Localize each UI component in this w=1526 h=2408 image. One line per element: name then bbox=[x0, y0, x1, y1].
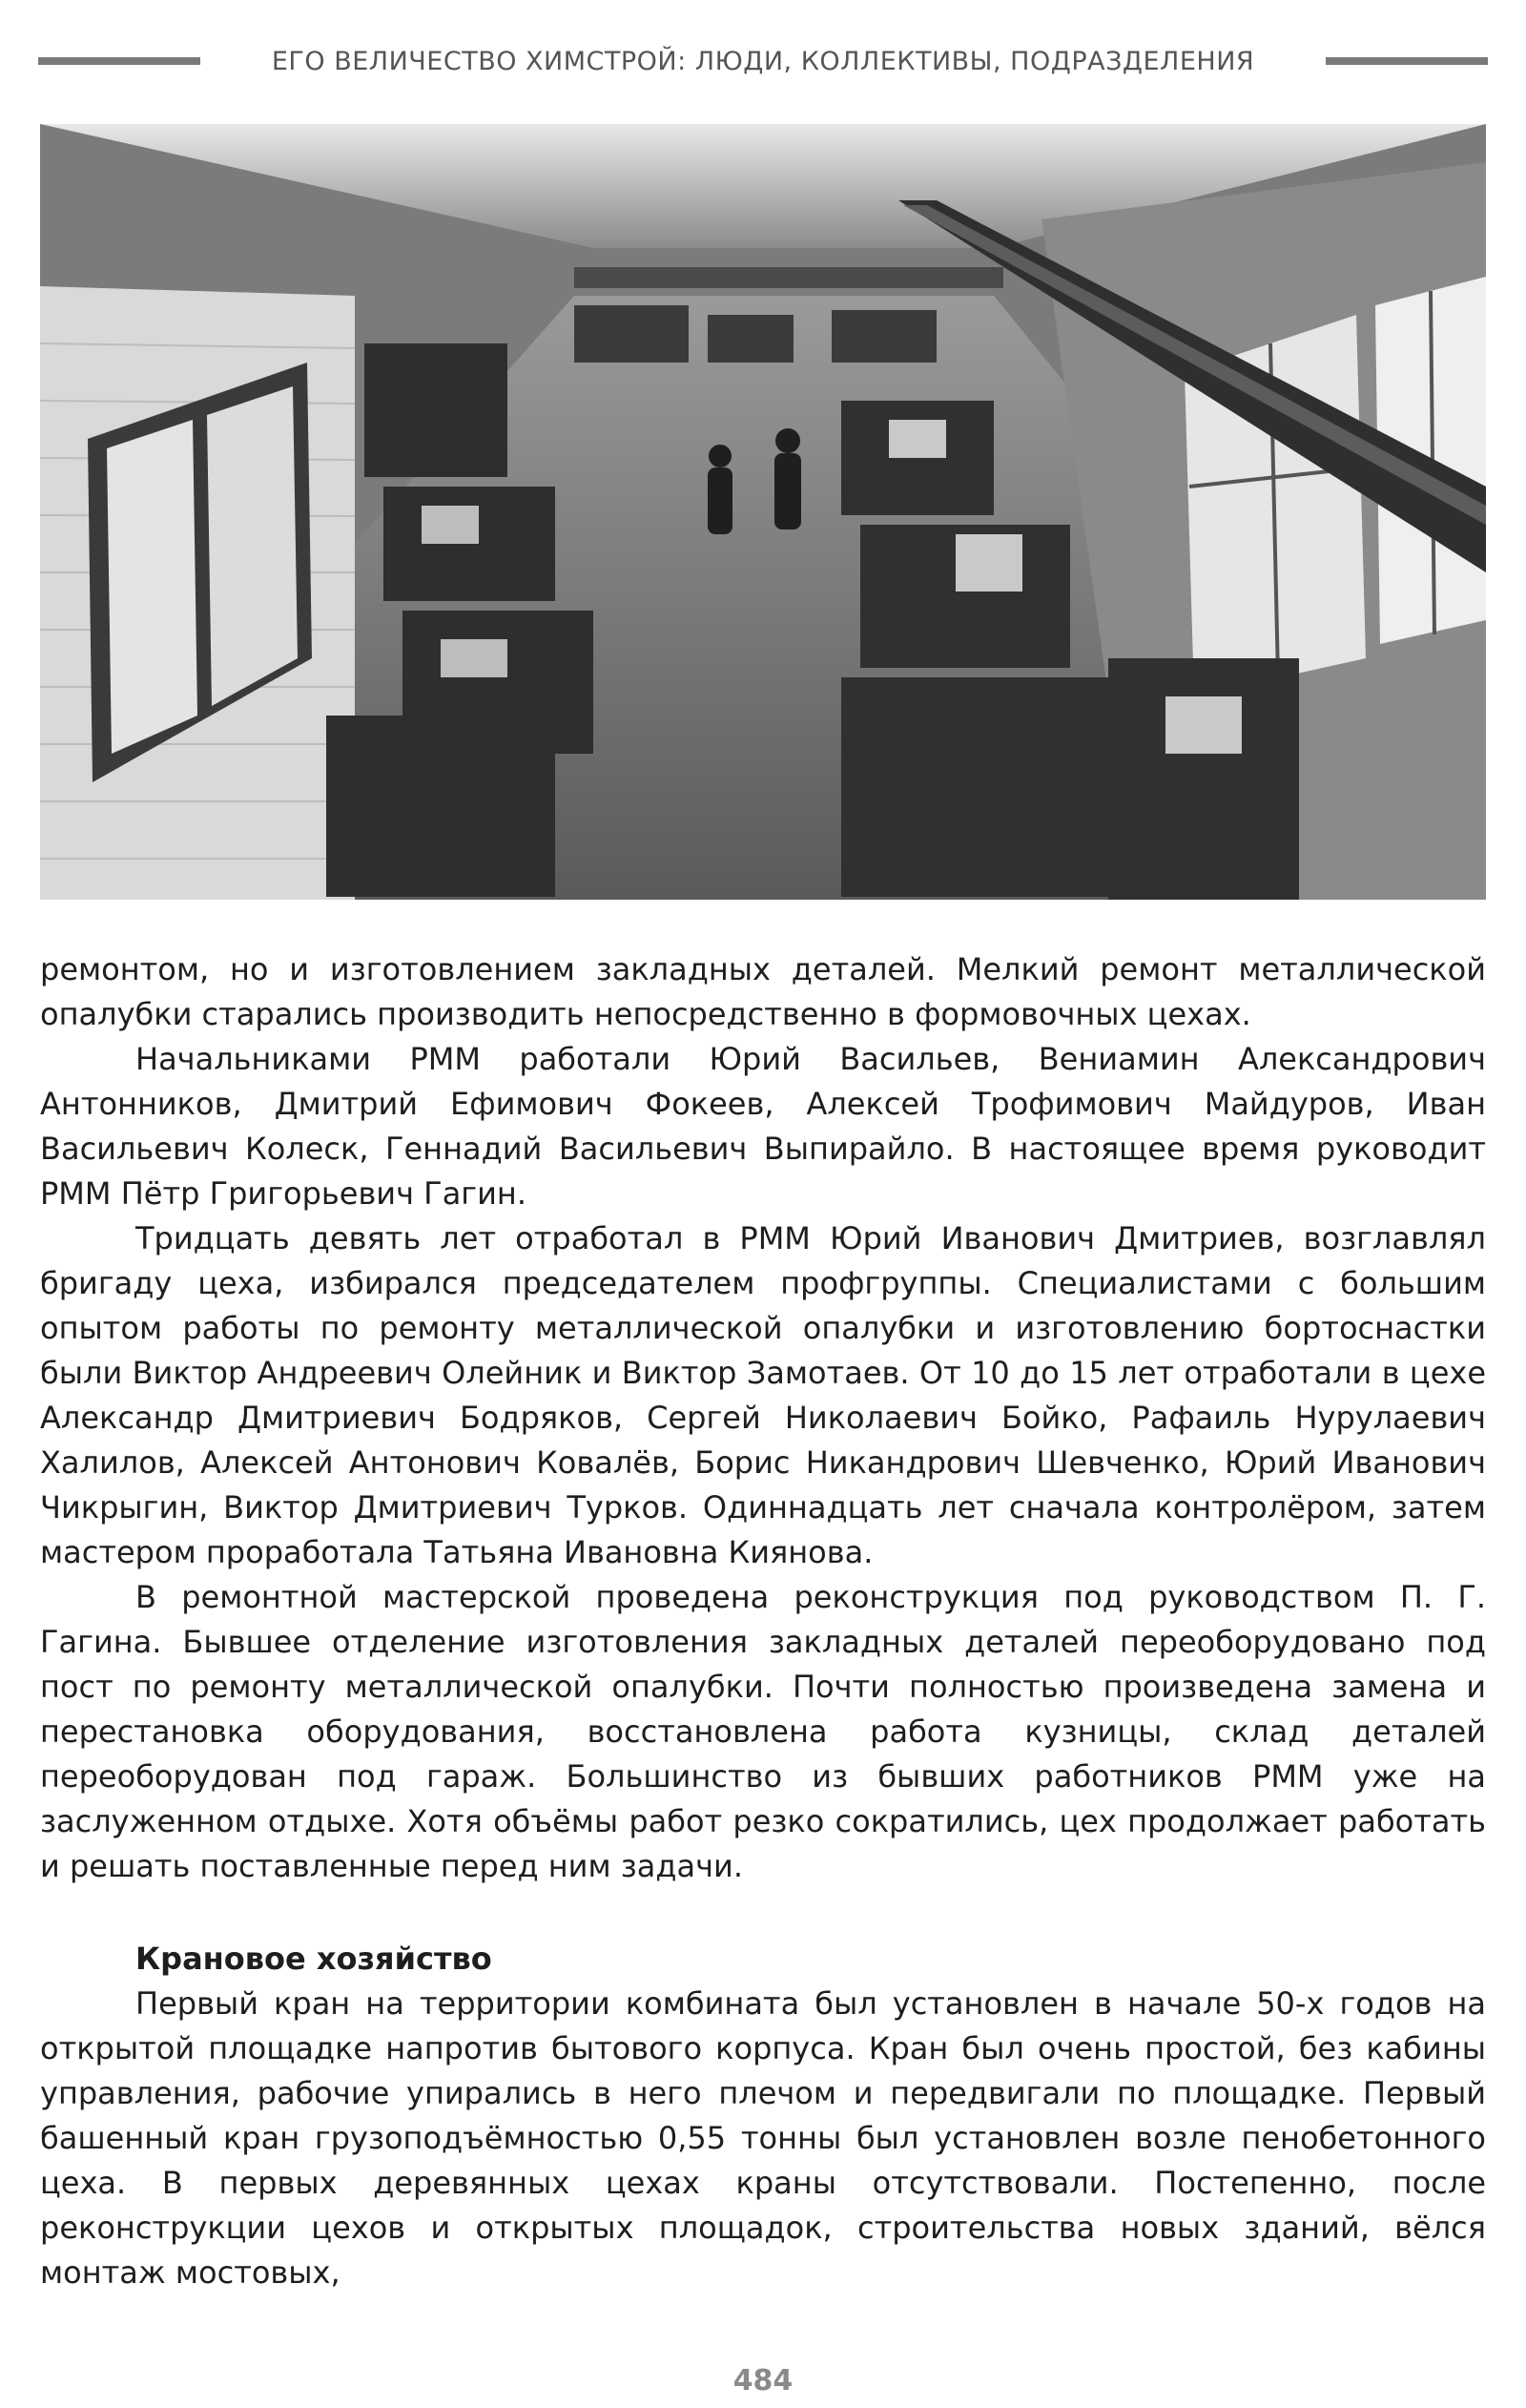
header-rule-right bbox=[1326, 57, 1488, 65]
body-text bbox=[40, 947, 1486, 2295]
running-header bbox=[38, 42, 1488, 80]
running-title: ЕГО ВЕЛИЧЕСТВО ХИМСТРОЙ: ЛЮДИ, КОЛЛЕКТИВЫ, ПОДРАЗДЕЛЕНИЯ bbox=[271, 46, 1255, 76]
section-spacer bbox=[40, 1889, 1486, 1937]
paragraph-continuation: ремонтом, но и изготовлением закладных деталей. Мелкий ремонт металлической опалубки старались производить непосредственно в формовочных цехах. bbox=[40, 951, 1486, 1032]
paragraph-veterans: Тридцать девять лет отработал в РММ Юрий Иванович Дмитриев, возглавлял бригаду цеха, избирался председателем профгруппы. Специалистами с большим опытом работы по ремонту металлической опалубки и изготовлению бортоснастки были Виктор Андреевич Олейник и Виктор Замотаев. От 10 до 15 лет отработали в цехе Александр Дмитриевич Бодряков, Сергей Николаевич Бойко, Рафаиль Нурулаевич Халилов, Алексей Антонович Ковалёв, Борис Никандрович Шевченко, Юрий Иванович Чикрыгин, Виктор Дмитриевич Турков. Одиннадцать лет сначала контролёром, затем мастером проработала Татьяна Ивановна Киянова. bbox=[40, 1220, 1486, 1570]
workshop-photo-illustration bbox=[40, 124, 1486, 900]
page-number: 484 bbox=[732, 2364, 794, 2398]
header-rule-left bbox=[38, 57, 200, 65]
paragraph-heads: Начальниками РММ работали Юрий Васильев, Вениамин Александрович Антонников, Дмитрий Ефимович Фокеев, Алексей Трофимович Майдуров, Иван Васильевич Колеск, Геннадий Васильевич Выпирайло. В настоящее время руководит РММ Пётр Григорьевич Гагин. bbox=[40, 1041, 1486, 1212]
workshop-photo bbox=[40, 124, 1486, 900]
paragraph-reconstruction: В ремонтной мастерской проведена реконструкция под руководством П. Г. Гагина. Бывшее отделение изготовления закладных деталей переоборудовано под пост по ремонту металлической опалубки. Почти полностью произведена замена и перестановка оборудования, восстановлена работа кузницы, склад деталей переоборудован под гараж. Большинство из бывших работников РММ уже на заслуженном отдыхе. Хотя объёмы работ резко сократились, цех продолжает работать и решать поставленные перед ним задачи. bbox=[40, 1579, 1486, 1884]
section-heading: Крановое хозяйство bbox=[135, 1941, 492, 1977]
paragraph-cranes: Первый кран на территории комбината был установлен в начале 50-х годов на открытой площадке напротив бытового корпуса. Кран был очень простой, без кабины управления, рабочие упирались в него плечом и передвигали по площадке. Первый башенный кран грузоподъёмностью 0,55 тонны был установлен возле пенобетонного цеха. В первых деревянных цехах краны отсутствовали. Постепенно, после реконструкции цехов и открытых площадок, строительства новых зданий, вёлся монтаж мостовых, bbox=[40, 1985, 1486, 2291]
